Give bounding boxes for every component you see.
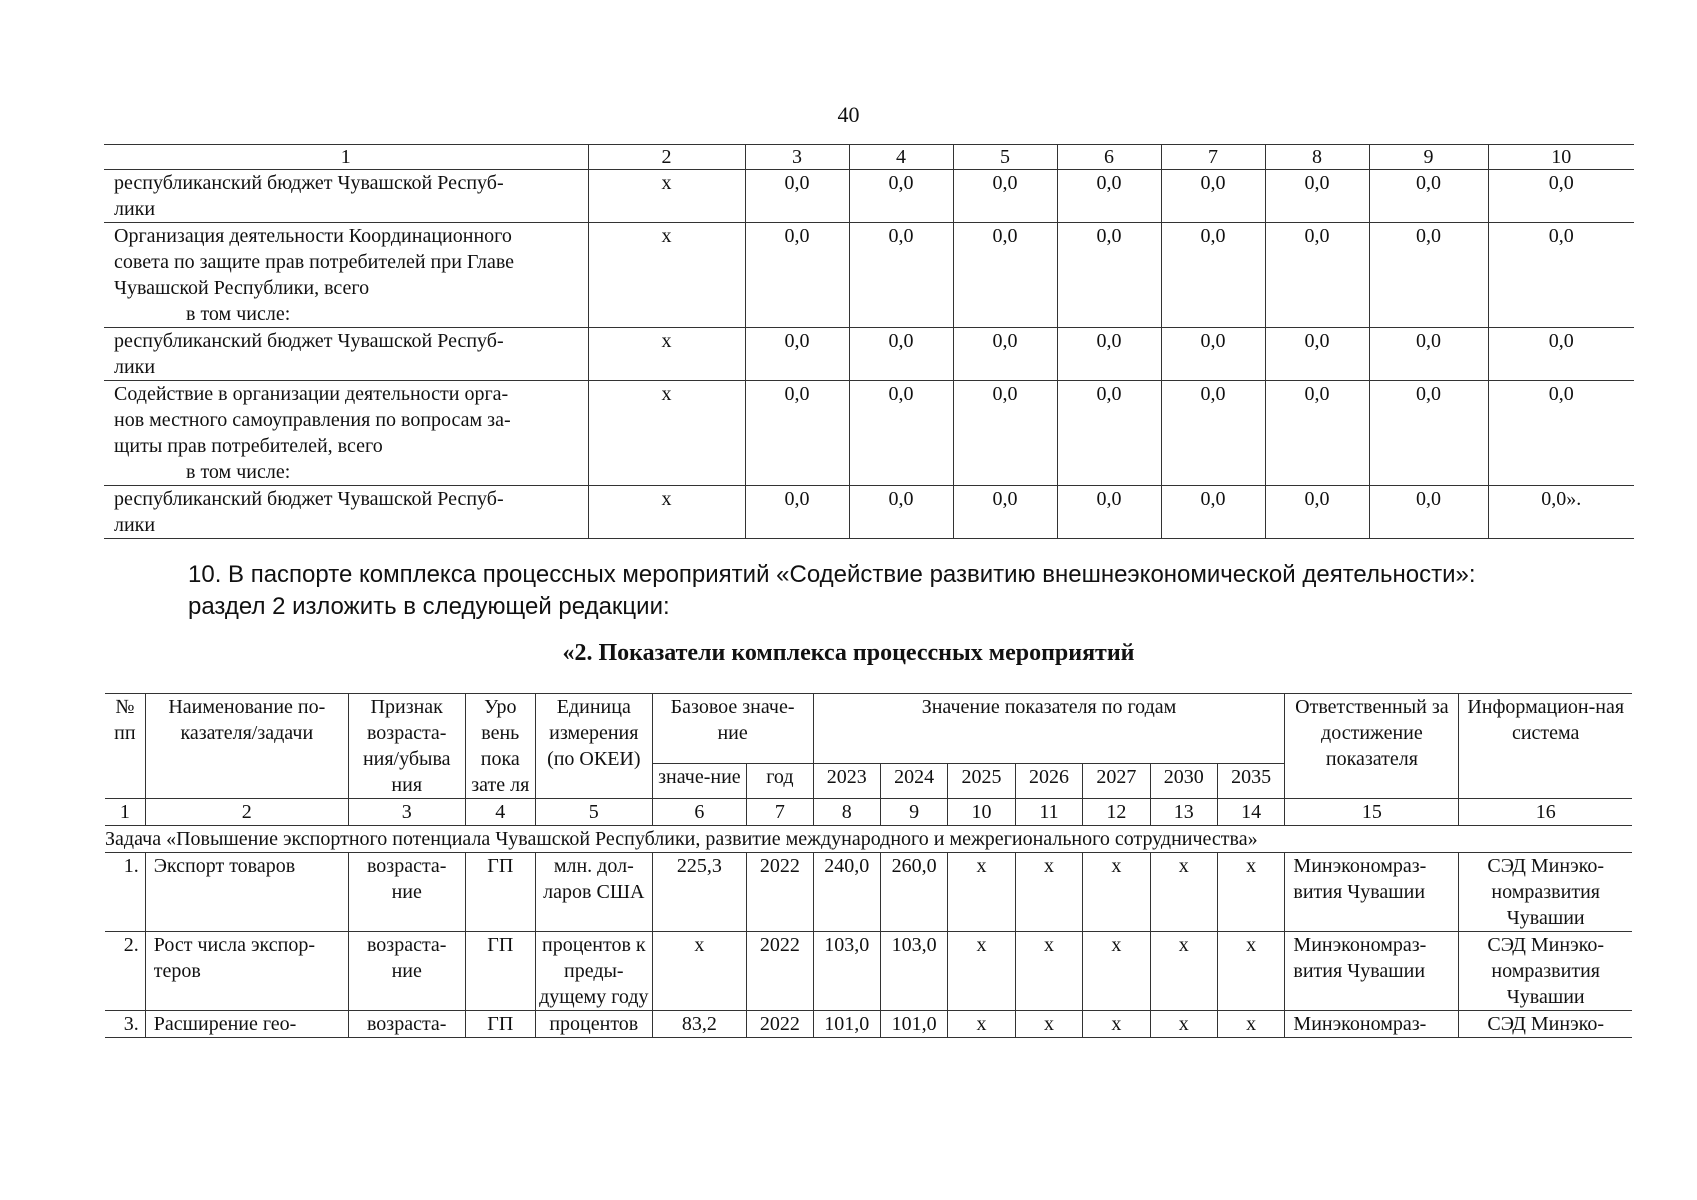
header-base-value: значе-ние bbox=[652, 763, 747, 798]
budget-row-value: 0,0 bbox=[1161, 328, 1265, 381]
name-line: Содействие в организации деятельности орга- bbox=[114, 383, 509, 405]
header-responsible: Ответственный за достижение показателя bbox=[1285, 694, 1459, 799]
budget-row-value: 0,0 bbox=[1057, 486, 1161, 539]
header-base-year: год bbox=[747, 763, 813, 798]
indicator-name: Экспорт товаров bbox=[145, 853, 348, 932]
indicator-y2027: х bbox=[1083, 932, 1150, 1011]
column-number: 1 bbox=[105, 799, 145, 826]
header-year: 2035 bbox=[1217, 763, 1284, 798]
budget-row-marker: х bbox=[588, 170, 745, 223]
budget-row-value: 0,0 bbox=[953, 381, 1057, 486]
indicator-num: 1. bbox=[105, 853, 145, 932]
column-number: 3 bbox=[745, 145, 849, 170]
amendment-line-1: 10. В паспорте комплекса процессных мероприятий «Содействие развитию внешнеэкономической деятельности»: bbox=[188, 561, 1476, 588]
budget-row-name bbox=[104, 223, 588, 328]
column-number: 7 bbox=[1161, 145, 1265, 170]
budget-row-value: 0,0 bbox=[1161, 223, 1265, 328]
header-num: № пп bbox=[105, 694, 145, 799]
budget-row-name bbox=[104, 381, 588, 486]
budget-row-value: 0,0 bbox=[953, 486, 1057, 539]
budget-row-marker: х bbox=[588, 486, 745, 539]
indicator-y2026: х bbox=[1015, 1011, 1082, 1038]
indicator-base-year: 2022 bbox=[747, 932, 813, 1011]
budget-row-marker: х bbox=[588, 328, 745, 381]
column-number: 14 bbox=[1217, 799, 1284, 826]
header-name: Наименование по-казателя/задачи bbox=[145, 694, 348, 799]
name-line: лики bbox=[114, 514, 156, 536]
budget-row-value: 0,0 bbox=[1161, 381, 1265, 486]
budget-row-value: 0,0 bbox=[1369, 170, 1488, 223]
budget-row-value: 0,0 bbox=[1265, 381, 1369, 486]
header-year: 2025 bbox=[948, 763, 1015, 798]
indicator-y2023: 103,0 bbox=[813, 932, 880, 1011]
budget-row bbox=[104, 223, 1634, 328]
header-values-by-year: Значение показателя по годам bbox=[813, 694, 1285, 764]
budget-row-value: 0,0 bbox=[1057, 328, 1161, 381]
budget-row-value: 0,0 bbox=[849, 381, 953, 486]
budget-row-value: 0,0 bbox=[1488, 223, 1634, 328]
budget-row-value: 0,0 bbox=[745, 381, 849, 486]
budget-row-value: 0,0 bbox=[849, 223, 953, 328]
indicator-y2026: х bbox=[1015, 853, 1082, 932]
indicator-base-year: 2022 bbox=[747, 1011, 813, 1038]
budget-row-value: 0,0 bbox=[1161, 170, 1265, 223]
budget-row-value: 0,0 bbox=[1369, 223, 1488, 328]
name-subtitle: в том числе: bbox=[186, 461, 291, 483]
budget-row-value: 0,0 bbox=[1488, 170, 1634, 223]
indicator-info-system: СЭД Минэко-номразвития Чувашии bbox=[1459, 853, 1632, 932]
indicator-y2035: х bbox=[1217, 1011, 1284, 1038]
column-number: 1 bbox=[104, 145, 588, 170]
indicators-table bbox=[105, 693, 1632, 1038]
budget-row-value: 0,0 bbox=[1057, 223, 1161, 328]
column-number: 5 bbox=[953, 145, 1057, 170]
indicator-unit: процентов к преды-дущему году bbox=[535, 932, 652, 1011]
indicator-num: 3. bbox=[105, 1011, 145, 1038]
indicator-y2024: 260,0 bbox=[880, 853, 947, 932]
budget-table bbox=[104, 144, 1634, 539]
header-level: Уро вень пока зате ля bbox=[465, 694, 535, 799]
indicator-sign: возраста- bbox=[348, 1011, 465, 1038]
header-year: 2027 bbox=[1083, 763, 1150, 798]
column-number: 5 bbox=[535, 799, 652, 826]
header-year: 2030 bbox=[1150, 763, 1217, 798]
name-line: лики bbox=[114, 198, 156, 220]
name-line: Чувашской Республики, всего bbox=[114, 277, 370, 299]
budget-row-value: 0,0 bbox=[745, 486, 849, 539]
budget-row-value: 0,0 bbox=[849, 328, 953, 381]
header-base: Базовое значе-ние bbox=[652, 694, 813, 764]
indicator-responsible: Минэкономраз- bbox=[1285, 1011, 1459, 1038]
task-row bbox=[105, 826, 1632, 853]
column-number: 15 bbox=[1285, 799, 1459, 826]
budget-row-marker: х bbox=[588, 381, 745, 486]
name-line: республиканский бюджет Чувашской Респуб- bbox=[114, 488, 504, 510]
indicator-y2035: х bbox=[1217, 932, 1284, 1011]
indicator-num: 2. bbox=[105, 932, 145, 1011]
column-number-row bbox=[104, 145, 1634, 170]
budget-row-value: 0,0 bbox=[1488, 328, 1634, 381]
indicator-responsible: Минэкономраз-вития Чувашии bbox=[1285, 853, 1459, 932]
column-number: 13 bbox=[1150, 799, 1217, 826]
indicator-sign: возраста-ние bbox=[348, 853, 465, 932]
column-number: 6 bbox=[1057, 145, 1161, 170]
indicator-base-value: 225,3 bbox=[652, 853, 747, 932]
section-title: «2. Показатели комплекса процессных мероприятий bbox=[562, 640, 1135, 666]
name-line: совета по защите прав потребителей при Главе bbox=[114, 251, 515, 273]
task-title: Задача «Повышение экспортного потенциала Чувашской Республики, развитие международного и межрегионального сотрудничества» bbox=[105, 826, 1632, 853]
indicator-row bbox=[105, 853, 1632, 932]
budget-row-value: 0,0 bbox=[953, 223, 1057, 328]
budget-row-value: 0,0 bbox=[1265, 486, 1369, 539]
column-number: 11 bbox=[1015, 799, 1082, 826]
budget-row bbox=[104, 486, 1634, 539]
indicator-y2025: х bbox=[948, 932, 1015, 1011]
header-year: 2026 bbox=[1015, 763, 1082, 798]
budget-row-value: 0,0 bbox=[1369, 328, 1488, 381]
indicator-row bbox=[105, 932, 1632, 1011]
page-number: 40 bbox=[837, 102, 860, 127]
amendment-line-2: раздел 2 изложить в следующей редакции: bbox=[188, 593, 670, 620]
name-line: щиты прав потребителей, всего bbox=[114, 435, 383, 457]
header-info-system: Информацион-ная система bbox=[1459, 694, 1632, 799]
indicator-y2025: х bbox=[948, 853, 1015, 932]
header-unit: Единица измерения (по ОКЕИ) bbox=[535, 694, 652, 799]
column-number: 10 bbox=[1488, 145, 1634, 170]
column-number: 4 bbox=[849, 145, 953, 170]
indicator-y2030: х bbox=[1150, 853, 1217, 932]
column-number: 8 bbox=[813, 799, 880, 826]
name-subtitle: в том числе: bbox=[186, 303, 291, 325]
budget-row bbox=[104, 170, 1634, 223]
column-number: 2 bbox=[145, 799, 348, 826]
indicator-unit: процентов bbox=[535, 1011, 652, 1038]
indicator-row bbox=[105, 1011, 1632, 1038]
indicator-y2030: х bbox=[1150, 1011, 1217, 1038]
name-line: лики bbox=[114, 356, 156, 378]
budget-row-name bbox=[104, 486, 588, 539]
budget-row-value: 0,0 bbox=[1265, 328, 1369, 381]
indicator-info-system: СЭД Минэко- bbox=[1459, 1011, 1632, 1038]
indicator-y2035: х bbox=[1217, 853, 1284, 932]
header-year: 2023 bbox=[813, 763, 880, 798]
name-line: республиканский бюджет Чувашской Респуб- bbox=[114, 330, 504, 352]
column-number: 8 bbox=[1265, 145, 1369, 170]
budget-row-value: 0,0 bbox=[745, 223, 849, 328]
column-number: 2 bbox=[588, 145, 745, 170]
column-number: 12 bbox=[1083, 799, 1150, 826]
indicator-unit: млн. дол-ларов США bbox=[535, 853, 652, 932]
name-line: Организация деятельности Координационного bbox=[114, 225, 512, 247]
column-number: 16 bbox=[1459, 799, 1632, 826]
budget-row-value: 0,0 bbox=[745, 328, 849, 381]
budget-row-value: 0,0 bbox=[745, 170, 849, 223]
name-line: нов местного самоуправления по вопросам за- bbox=[114, 409, 511, 431]
budget-row-name bbox=[104, 170, 588, 223]
indicator-level: ГП bbox=[465, 932, 535, 1011]
indicator-y2023: 240,0 bbox=[813, 853, 880, 932]
indicator-y2023: 101,0 bbox=[813, 1011, 880, 1038]
column-number: 4 bbox=[465, 799, 535, 826]
column-number: 9 bbox=[880, 799, 947, 826]
budget-row-marker: х bbox=[588, 223, 745, 328]
indicator-y2026: х bbox=[1015, 932, 1082, 1011]
indicator-base-value: х bbox=[652, 932, 747, 1011]
budget-row-value: 0,0 bbox=[1057, 170, 1161, 223]
indicator-name: Расширение гео- bbox=[145, 1011, 348, 1038]
indicator-base-value: 83,2 bbox=[652, 1011, 747, 1038]
budget-row-value: 0,0 bbox=[1369, 381, 1488, 486]
indicator-y2024: 103,0 bbox=[880, 932, 947, 1011]
indicator-sign: возраста-ние bbox=[348, 932, 465, 1011]
indicator-level: ГП bbox=[465, 853, 535, 932]
indicator-y2027: х bbox=[1083, 853, 1150, 932]
budget-row-value: 0,0 bbox=[1057, 381, 1161, 486]
budget-row-value: 0,0 bbox=[849, 486, 953, 539]
column-number: 9 bbox=[1369, 145, 1488, 170]
budget-row-name bbox=[104, 328, 588, 381]
budget-row-value: 0,0 bbox=[953, 328, 1057, 381]
indicator-responsible: Минэкономраз-вития Чувашии bbox=[1285, 932, 1459, 1011]
budget-row-value: 0,0 bbox=[1265, 223, 1369, 328]
budget-row bbox=[104, 328, 1634, 381]
indicator-base-year: 2022 bbox=[747, 853, 813, 932]
indicator-name: Рост числа экспор-теров bbox=[145, 932, 348, 1011]
budget-row-value: 0,0 bbox=[1488, 381, 1634, 486]
column-number: 3 bbox=[348, 799, 465, 826]
budget-row-value: 0,0 bbox=[849, 170, 953, 223]
column-number: 10 bbox=[948, 799, 1015, 826]
budget-row-value: 0,0 bbox=[1265, 170, 1369, 223]
amendment-paragraph bbox=[188, 559, 1648, 623]
name-line: республиканский бюджет Чувашской Респуб- bbox=[114, 172, 504, 194]
indicator-info-system: СЭД Минэко-номразвития Чувашии bbox=[1459, 932, 1632, 1011]
budget-row-value: 0,0 bbox=[1161, 486, 1265, 539]
header-year: 2024 bbox=[880, 763, 947, 798]
header-sign: Признак возраста-ния/убыва ния bbox=[348, 694, 465, 799]
column-number: 6 bbox=[652, 799, 747, 826]
indicator-y2025: х bbox=[948, 1011, 1015, 1038]
budget-row-value: 0,0 bbox=[1369, 486, 1488, 539]
column-number: 7 bbox=[747, 799, 813, 826]
budget-row bbox=[104, 381, 1634, 486]
column-number-row bbox=[105, 799, 1632, 826]
indicator-y2024: 101,0 bbox=[880, 1011, 947, 1038]
indicator-y2027: х bbox=[1083, 1011, 1150, 1038]
indicator-y2030: х bbox=[1150, 932, 1217, 1011]
indicator-level: ГП bbox=[465, 1011, 535, 1038]
budget-row-value: 0,0». bbox=[1488, 486, 1634, 539]
budget-row-value: 0,0 bbox=[953, 170, 1057, 223]
